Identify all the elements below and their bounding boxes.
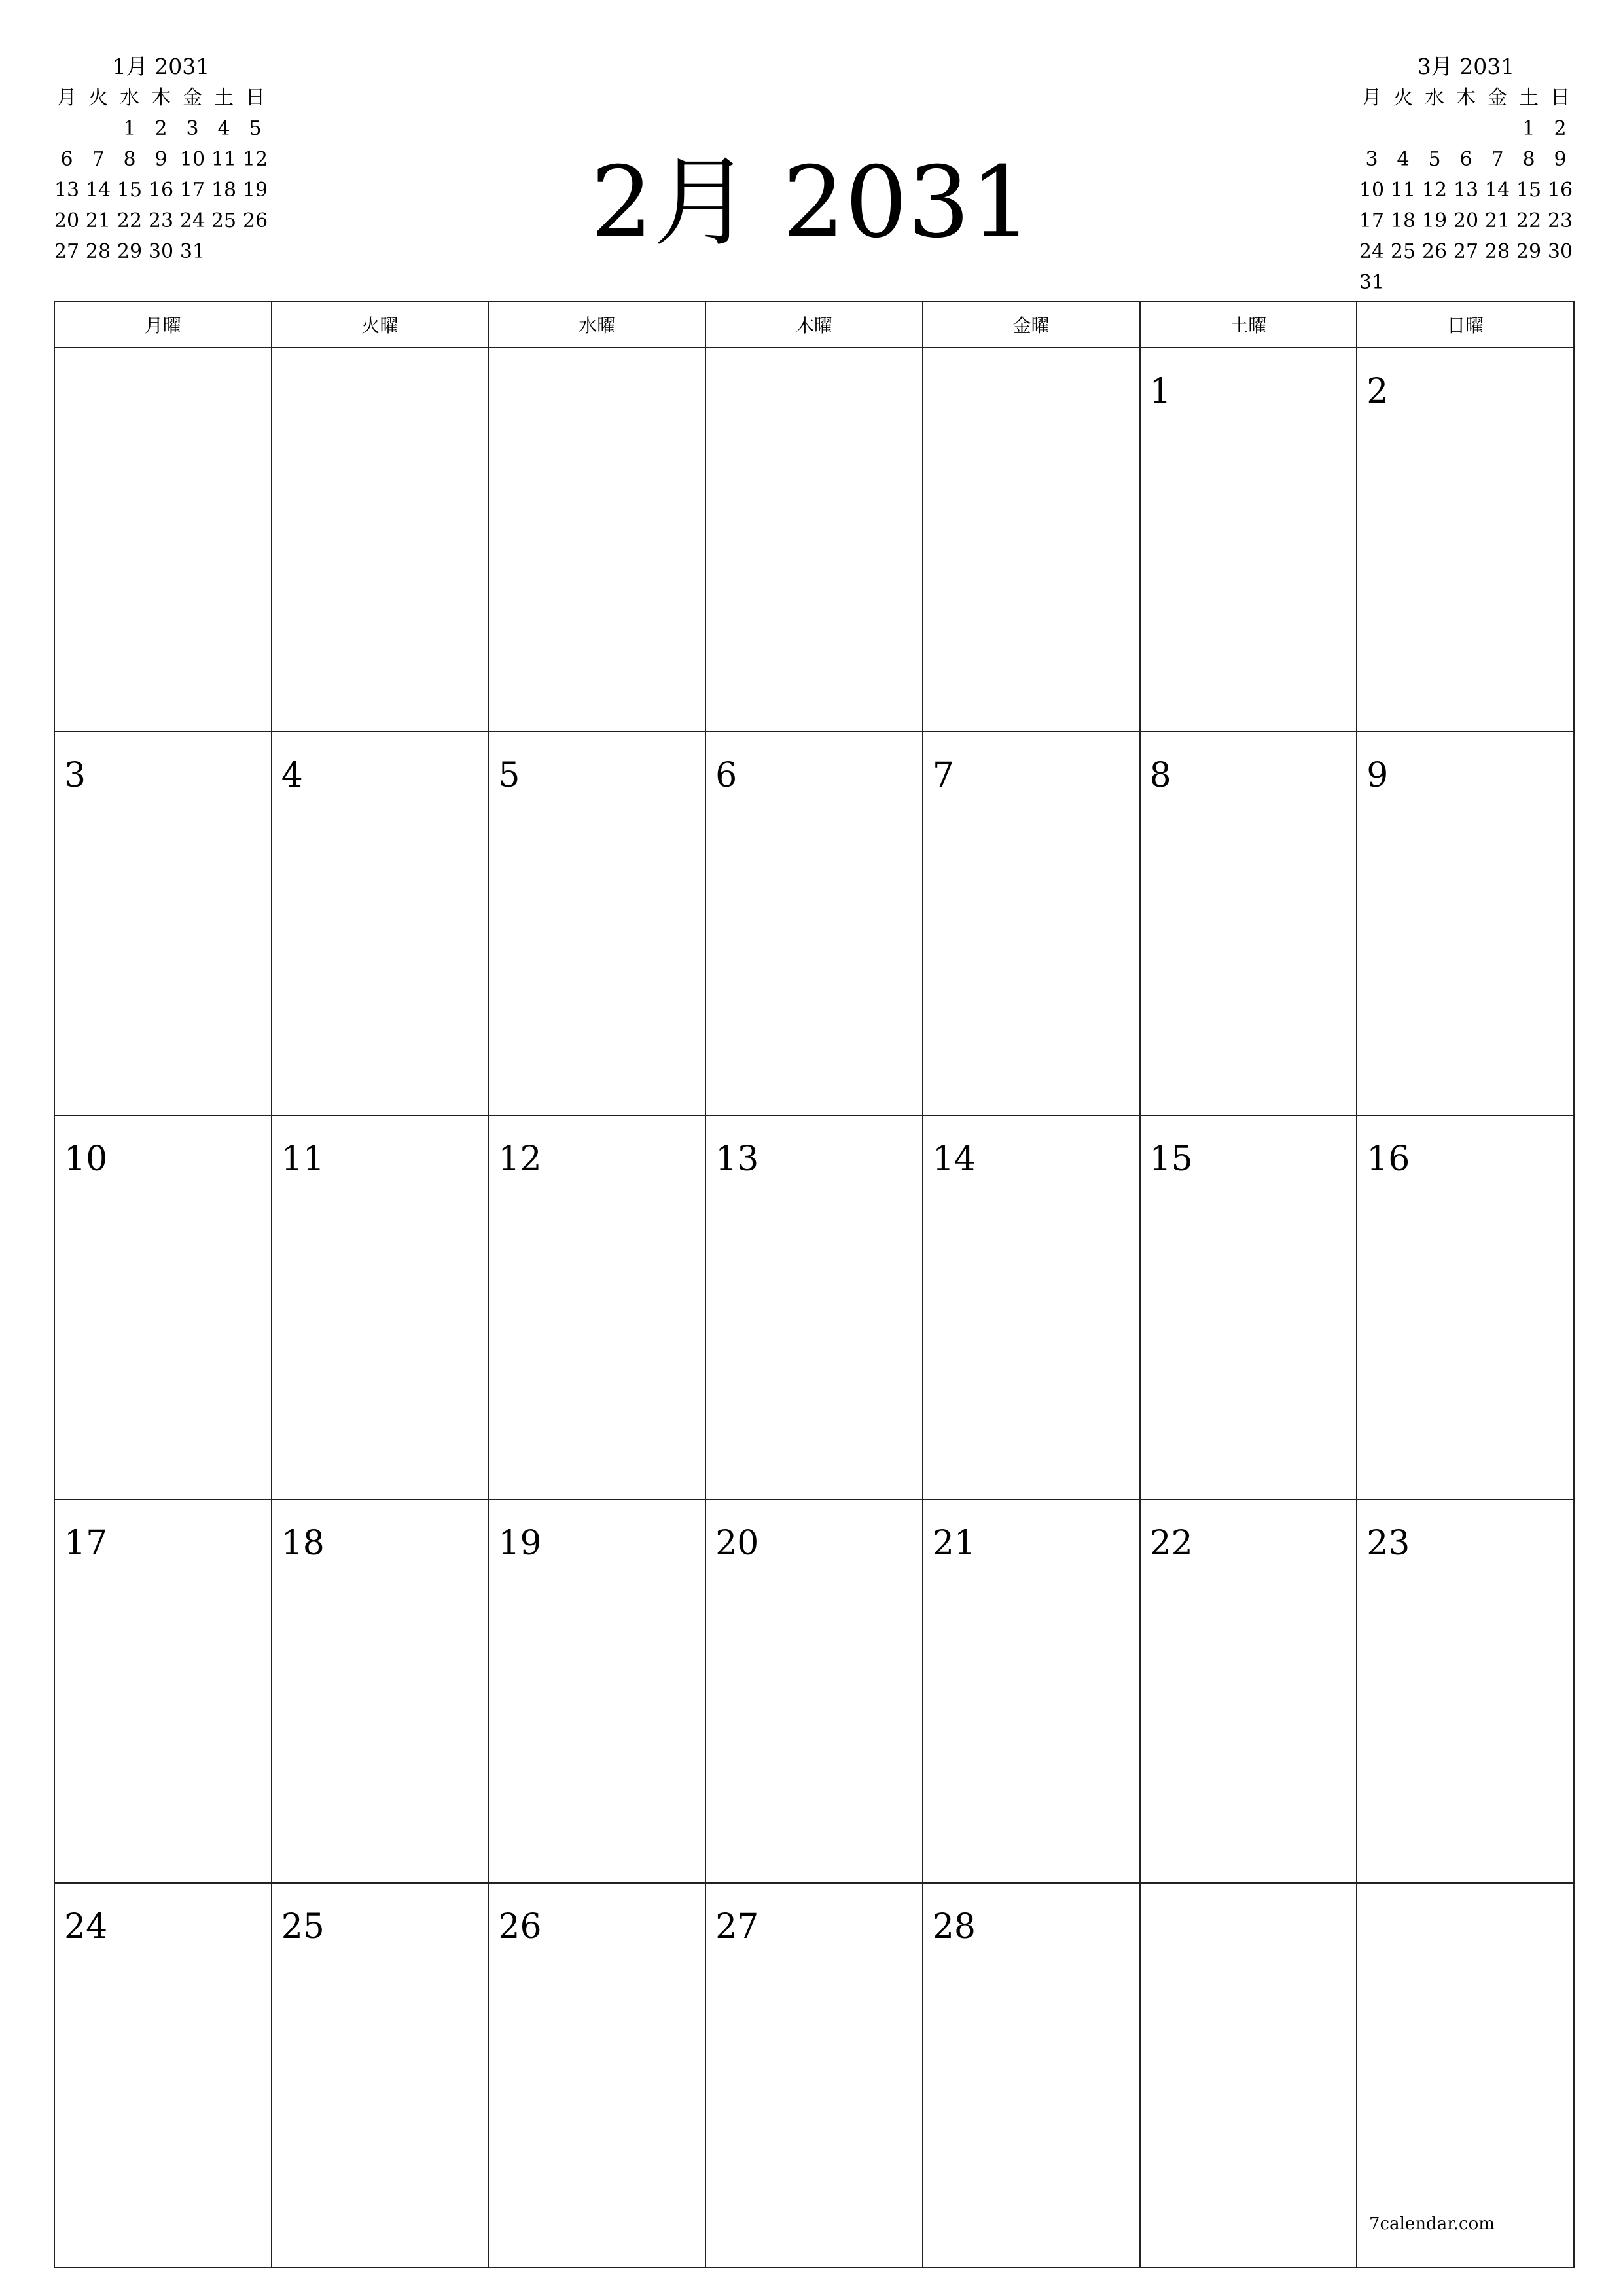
weekday-header: 水曜 <box>488 302 705 348</box>
week-row <box>54 1883 1574 2267</box>
mini-week-row <box>51 206 271 236</box>
day-cell <box>54 1883 272 2267</box>
day-cell <box>272 1115 489 1499</box>
day-cell <box>923 1499 1140 1884</box>
mini-weekday: 日 <box>245 86 265 109</box>
day-cell <box>923 732 1140 1116</box>
mini-day: 10 <box>179 148 205 171</box>
day-cell <box>488 1883 705 2267</box>
mini-day <box>1356 113 1387 144</box>
page-title: 2月 2031 <box>590 146 1033 260</box>
day-number: 2 <box>1366 372 1389 411</box>
mini-day <box>82 113 114 144</box>
day-number: 12 <box>498 1139 542 1179</box>
day-number: 25 <box>281 1907 325 1947</box>
day-cell <box>705 1499 923 1884</box>
mini-week-row <box>1356 236 1576 267</box>
mini-day: 5 <box>249 117 262 140</box>
empty-day-cell <box>54 348 272 732</box>
weekday-header-row <box>54 302 1574 348</box>
mini-calendar-grid <box>1356 82 1576 298</box>
month-grid-days <box>54 348 1574 2267</box>
mini-weekday: 金 <box>183 86 202 109</box>
day-cell <box>54 1499 272 1884</box>
mini-weekday: 月 <box>1362 86 1382 109</box>
mini-day: 23 <box>1547 209 1573 232</box>
week-row <box>54 1115 1574 1499</box>
mini-day: 8 <box>1522 148 1535 171</box>
weekday-header: 金曜 <box>923 302 1140 348</box>
mini-day: 4 <box>1397 148 1410 171</box>
mini-day: 7 <box>92 148 105 171</box>
mini-week-row <box>51 236 271 267</box>
mini-day: 4 <box>217 117 230 140</box>
mini-day: 31 <box>1359 271 1385 294</box>
mini-weekday: 木 <box>1456 86 1476 109</box>
day-cell <box>923 1883 1140 2267</box>
mini-day <box>1450 267 1482 298</box>
mini-day <box>1482 113 1513 144</box>
day-cell <box>272 1499 489 1884</box>
mini-day <box>1482 267 1513 298</box>
day-cell <box>54 1115 272 1499</box>
mini-day <box>1387 267 1419 298</box>
day-number: 16 <box>1366 1139 1410 1179</box>
mini-day: 29 <box>1516 240 1542 263</box>
mini-day: 29 <box>116 240 143 263</box>
mini-weekday-row <box>51 82 271 113</box>
mini-day: 14 <box>1484 179 1510 202</box>
day-cell <box>705 1115 923 1499</box>
day-cell <box>488 1499 705 1884</box>
mini-day <box>1387 113 1419 144</box>
day-number: 28 <box>932 1907 976 1947</box>
day-number: 18 <box>281 1523 325 1563</box>
mini-day: 30 <box>1547 240 1573 263</box>
day-number: 15 <box>1149 1139 1193 1179</box>
weekday-header: 木曜 <box>705 302 923 348</box>
day-number: 1 <box>1149 372 1171 411</box>
mini-day: 17 <box>179 179 205 202</box>
mini-day <box>1450 113 1482 144</box>
empty-day-cell <box>705 348 923 732</box>
day-cell <box>1357 732 1574 1116</box>
day-number: 14 <box>932 1139 976 1179</box>
mini-weekday: 火 <box>88 86 108 109</box>
day-number: 23 <box>1366 1523 1410 1563</box>
mini-day: 27 <box>1453 240 1479 263</box>
mini-calendar-title: 3月 2031 <box>1417 54 1515 79</box>
mini-day: 12 <box>242 148 268 171</box>
day-number: 27 <box>715 1907 759 1947</box>
empty-day-cell <box>272 348 489 732</box>
week-row <box>54 1499 1574 1884</box>
mini-day <box>240 236 271 267</box>
day-cell <box>705 732 923 1116</box>
mini-day: 11 <box>211 148 237 171</box>
day-cell <box>54 732 272 1116</box>
mini-day: 22 <box>1516 209 1542 232</box>
mini-calendar-days <box>1356 113 1576 298</box>
weekday-header: 火曜 <box>272 302 489 348</box>
mini-calendar-prev-month <box>51 51 271 267</box>
mini-day <box>1513 267 1544 298</box>
mini-day <box>1544 267 1576 298</box>
mini-day: 13 <box>54 179 80 202</box>
week-row <box>54 732 1574 1116</box>
mini-day: 25 <box>1390 240 1416 263</box>
mini-day: 1 <box>1522 117 1535 140</box>
empty-day-cell <box>923 348 1140 732</box>
month-grid <box>54 301 1575 2268</box>
mini-week-row <box>1356 113 1576 144</box>
week-row <box>54 348 1574 732</box>
day-cell <box>1357 1115 1574 1499</box>
mini-day: 18 <box>211 179 237 202</box>
mini-day: 16 <box>1547 179 1573 202</box>
mini-weekday-row <box>1356 82 1576 113</box>
mini-day: 9 <box>1554 148 1567 171</box>
mini-day <box>1419 267 1450 298</box>
mini-day: 24 <box>179 209 205 232</box>
mini-week-row <box>51 113 271 144</box>
mini-day <box>51 113 82 144</box>
mini-weekday: 水 <box>1425 86 1444 109</box>
day-number: 10 <box>64 1139 108 1179</box>
empty-day-cell <box>1140 1883 1357 2267</box>
mini-day: 26 <box>242 209 268 232</box>
mini-day: 27 <box>54 240 80 263</box>
day-cell <box>1140 348 1357 732</box>
day-cell <box>1140 732 1357 1116</box>
mini-week-row <box>1356 175 1576 206</box>
mini-weekday: 日 <box>1550 86 1570 109</box>
mini-week-row <box>51 144 271 175</box>
mini-weekday: 木 <box>151 86 171 109</box>
day-cell <box>1357 1499 1574 1884</box>
mini-day: 8 <box>123 148 136 171</box>
mini-day: 14 <box>85 179 111 202</box>
mini-week-row <box>51 175 271 206</box>
mini-day: 26 <box>1421 240 1448 263</box>
weekday-header: 日曜 <box>1357 302 1574 348</box>
mini-day: 5 <box>1428 148 1441 171</box>
mini-weekday: 月 <box>57 86 77 109</box>
mini-week-row <box>1356 144 1576 175</box>
mini-day: 9 <box>154 148 168 171</box>
day-number: 3 <box>64 755 86 795</box>
mini-day: 24 <box>1359 240 1385 263</box>
mini-day: 10 <box>1359 179 1385 202</box>
weekday-header: 月曜 <box>54 302 272 348</box>
mini-day: 18 <box>1390 209 1416 232</box>
day-cell <box>1357 348 1574 732</box>
mini-day: 3 <box>1365 148 1378 171</box>
day-cell <box>272 1883 489 2267</box>
mini-day: 21 <box>85 209 111 232</box>
mini-day: 1 <box>123 117 136 140</box>
mini-day: 22 <box>116 209 143 232</box>
mini-day <box>208 236 240 267</box>
mini-day: 6 <box>1459 148 1472 171</box>
mini-day: 15 <box>1516 179 1542 202</box>
day-number: 5 <box>498 755 520 795</box>
mini-weekday: 火 <box>1393 86 1413 109</box>
day-number: 17 <box>64 1523 108 1563</box>
mini-day: 17 <box>1359 209 1385 232</box>
day-number: 6 <box>715 755 738 795</box>
mini-day: 30 <box>148 240 174 263</box>
day-number: 20 <box>715 1523 759 1563</box>
day-number: 9 <box>1366 755 1389 795</box>
day-number: 13 <box>715 1139 759 1179</box>
mini-day: 19 <box>1421 209 1448 232</box>
day-cell <box>923 1115 1140 1499</box>
mini-day: 12 <box>1421 179 1448 202</box>
mini-calendar-grid <box>51 82 271 267</box>
day-cell <box>272 732 489 1116</box>
mini-day: 2 <box>1554 117 1567 140</box>
empty-day-cell <box>488 348 705 732</box>
mini-day: 11 <box>1390 179 1416 202</box>
mini-day: 21 <box>1484 209 1510 232</box>
mini-calendar-next-month <box>1356 51 1576 298</box>
weekday-header: 土曜 <box>1140 302 1357 348</box>
mini-day: 20 <box>54 209 80 232</box>
mini-day: 16 <box>148 179 174 202</box>
day-number: 22 <box>1149 1523 1193 1563</box>
mini-day <box>1419 113 1450 144</box>
empty-day-cell <box>1357 1883 1574 2267</box>
mini-day: 6 <box>60 148 73 171</box>
mini-weekday: 土 <box>214 86 234 109</box>
footer-site-label: 7calendar.com <box>1369 2214 1495 2234</box>
mini-weekday: 土 <box>1519 86 1539 109</box>
mini-day: 19 <box>242 179 268 202</box>
day-number: 7 <box>932 755 954 795</box>
mini-day: 15 <box>116 179 143 202</box>
day-cell <box>705 1883 923 2267</box>
mini-day: 13 <box>1453 179 1479 202</box>
mini-calendar-title: 1月 2031 <box>112 54 210 79</box>
day-number: 11 <box>281 1139 325 1179</box>
mini-weekday: 金 <box>1488 86 1507 109</box>
mini-day: 28 <box>85 240 111 263</box>
day-number: 21 <box>932 1523 976 1563</box>
mini-day: 31 <box>179 240 205 263</box>
mini-day: 23 <box>148 209 174 232</box>
day-cell <box>488 732 705 1116</box>
day-cell <box>488 1115 705 1499</box>
day-number: 24 <box>64 1907 108 1947</box>
mini-day: 28 <box>1484 240 1510 263</box>
day-cell <box>1140 1499 1357 1884</box>
mini-day: 25 <box>211 209 237 232</box>
mini-day: 20 <box>1453 209 1479 232</box>
mini-week-row <box>1356 206 1576 236</box>
mini-calendar-days <box>51 113 271 267</box>
day-cell <box>1140 1115 1357 1499</box>
mini-day: 7 <box>1491 148 1504 171</box>
day-number: 19 <box>498 1523 542 1563</box>
mini-day: 3 <box>186 117 199 140</box>
mini-weekday: 水 <box>120 86 139 109</box>
day-number: 26 <box>498 1907 542 1947</box>
mini-day: 2 <box>154 117 168 140</box>
day-number: 4 <box>281 755 303 795</box>
mini-week-row <box>1356 267 1576 298</box>
day-number: 8 <box>1149 755 1171 795</box>
